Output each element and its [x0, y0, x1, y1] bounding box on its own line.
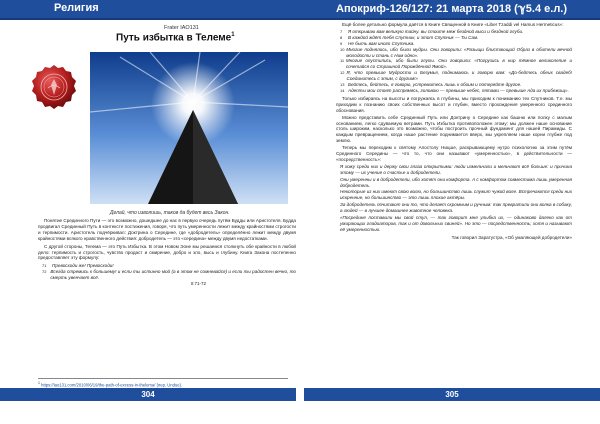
- issue-title: Апокриф-126/127: 21 марта 2018 (ℽ5.4 е.л.): [336, 3, 568, 15]
- verse: 72 Всегда стремись к большему! и если ты истинно мой (а в этом не сомневайся) и если ты радостен вечно, то смерть увенчает всё.: [42, 269, 296, 281]
- right-body-text: [336, 22, 572, 241]
- title-footnote-mark: 1: [231, 32, 235, 38]
- article-title: Путь избытка в Телеме$^1$: [116, 32, 235, 44]
- paragraph: Понятие Срединного Пути — это возможно, дошедшее до нас в первую очередь путём Будды или Аристотеля. Будда продвигал Срединный Путь в контексте постижения, говоря, что путь умеренности лежит между крайностями строгости и терпимости. Аристотель подчёркивал: Доктрина о Середине, где «добродетель» определённо лежит между двумя крайностями всякого нравственного действия: добродетель — это «середина» между двумя недостатками.: [38, 218, 296, 241]
- paragraph: Ещё более детально формула даётся в Книге Священной в Книге «Liber Tzaddi vel Hamus Hermeticus»:: [342, 22, 564, 27]
- paragraph: Теперь мы переходим к святому Апостолу Ницше, раскрывающему нутро психологию за этим путём Срединного Середины — что то, что они называют «умеренностью», в действительности — «посредственность»:: [336, 145, 572, 162]
- article-author: Frater IAO131: [164, 25, 199, 31]
- quote-line: 14 Адепты мои стоят распрямясь, головою — превыше небес, пятами — превыше Ада их прибежищ».: [340, 87, 569, 93]
- paragraph: Можно представить себе Срединный Путь или Доктрину о Середине как башню или полку с малым основанием, легко сдуваемую ветрами. Путь Избытка противоположен этому: мы должен наше основание столь широким, насколько это возможно, чтобы построить прочный фундамент для нашей Пирамиды. С каждым превращением, когда наше растение поднимается вверх, мы укрепляем наше корни глубже под землю.: [336, 114, 572, 144]
- verse-list: [42, 263, 296, 287]
- verse-reference: II:71-72: [190, 281, 206, 287]
- quote-paragraph: «Посредине поставили мы свой стул, — так говорит мне улыбка их, — одинаково далеко как от умирающих гладиаторов, так и от довольных свиней». Но это — посредственность; хотя и называют её умеренностью.: [340, 215, 572, 232]
- quote-line: 8 В каждой ждёт тебя Спутник, и этот Спутник — Ты Сам.: [340, 34, 479, 40]
- verse: 71 Превосходи же! Превосходи!: [42, 263, 114, 269]
- quote-paragraph: За добродетель почитают они то, что делает скромным и ручным: так превратили они волка в собаку, а людей — в лучшее домашнее животное человека.: [340, 202, 572, 214]
- quote-paragraph: Они умеренны и в добродетели, ибо хотят они комфорта. А с комфортом совместима лишь умеренная добродетель.: [340, 176, 572, 188]
- paragraph: Только избираясь на высоты и погружаясь в глубины, мы приходим к пониманию тех Спутников. Т.е. мы приходим к познанию своих собственных высот и глубин, вместо прохождения умеренного срединного обоснования.: [336, 95, 572, 113]
- nietzsche-quote: [340, 164, 572, 233]
- liber-tzaddi-quote: [340, 29, 572, 94]
- quote-line: 11 Многие опустились, ибо были глупы. Они говорили: «Погрузись в нир тёмное великолепие и сочетайся со Страшной Порождённой Ямой».: [340, 58, 572, 70]
- quote-line: 12 Я, что превыше Мудрости и Безумья, поднимаюсь и говорю вам: «До-бейтесь обеих свадеб! Соединитесь с этим, с другим!»: [340, 70, 572, 82]
- section-title: Религия: [54, 2, 99, 14]
- page-number-bar-right: [304, 388, 600, 401]
- pyramid-photo: [90, 52, 288, 204]
- quote-line: 10 Многие поднялись, ибо были мудры. Они говорили: «Разыщи блистающий Образ в обители вечной молодости и стань с Ним одно».: [340, 46, 572, 58]
- page-number-right: 305: [445, 390, 459, 399]
- page-number-bar-left: [0, 388, 296, 401]
- left-body-text: [38, 218, 296, 288]
- photo-caption: Делай, что изволишь, таков да будет весь Закон.: [110, 210, 230, 216]
- header-bar: [0, 0, 600, 20]
- quote-paragraph: Я хожу среди них и держу свои глаза открытыми: люди измельчали и мельчают всё больше: и причина этому — их учение о счастье и добродетели.: [340, 163, 572, 175]
- footnote-link[interactable]: https://iao131.com/2010/06/19/the-path-of-excess-in-thelema/ (пер. Undue).: [41, 382, 183, 388]
- quote-line: 9 Не быть вам иного Спутника.: [340, 40, 415, 46]
- quote-line: 13 Бейтесь, бейтесь, я говорю, устремитесь лишь к обоим и потеряйте другое.: [340, 82, 522, 88]
- quote-paragraph: Некоторые из них имеют свою волю, но большинство лишь служит чужой воле. Встречаются среди них искренние, но большинство — это лишь плохие актёры.: [340, 189, 572, 201]
- wax-seal-icon: [31, 64, 77, 110]
- paragraph: С другой стороны, Телема — это Путь Избытка. В этом Новом Эоне мы решаемся столкнуть обе крайности в любой дело: терпимость и строгость, чувство продаст и смирение, добро и зло, высь и глубину. Книга Закона постепенно предоставляет эту формулу:: [38, 243, 296, 261]
- quote-attribution: Так говорил Заратустра, «Об умаляющей добродетели»: [451, 234, 572, 240]
- footnote: $^1$ https://iao131.com/2010/06/19/the-path-of-excess-in-thelema/ (пер. Undue).: [38, 378, 288, 387]
- quote-line: 7 Я открываю вам великую тайну. вы стоите меж бездной выси и бездной глуби.: [340, 28, 524, 34]
- page-number-left: 304: [141, 390, 155, 399]
